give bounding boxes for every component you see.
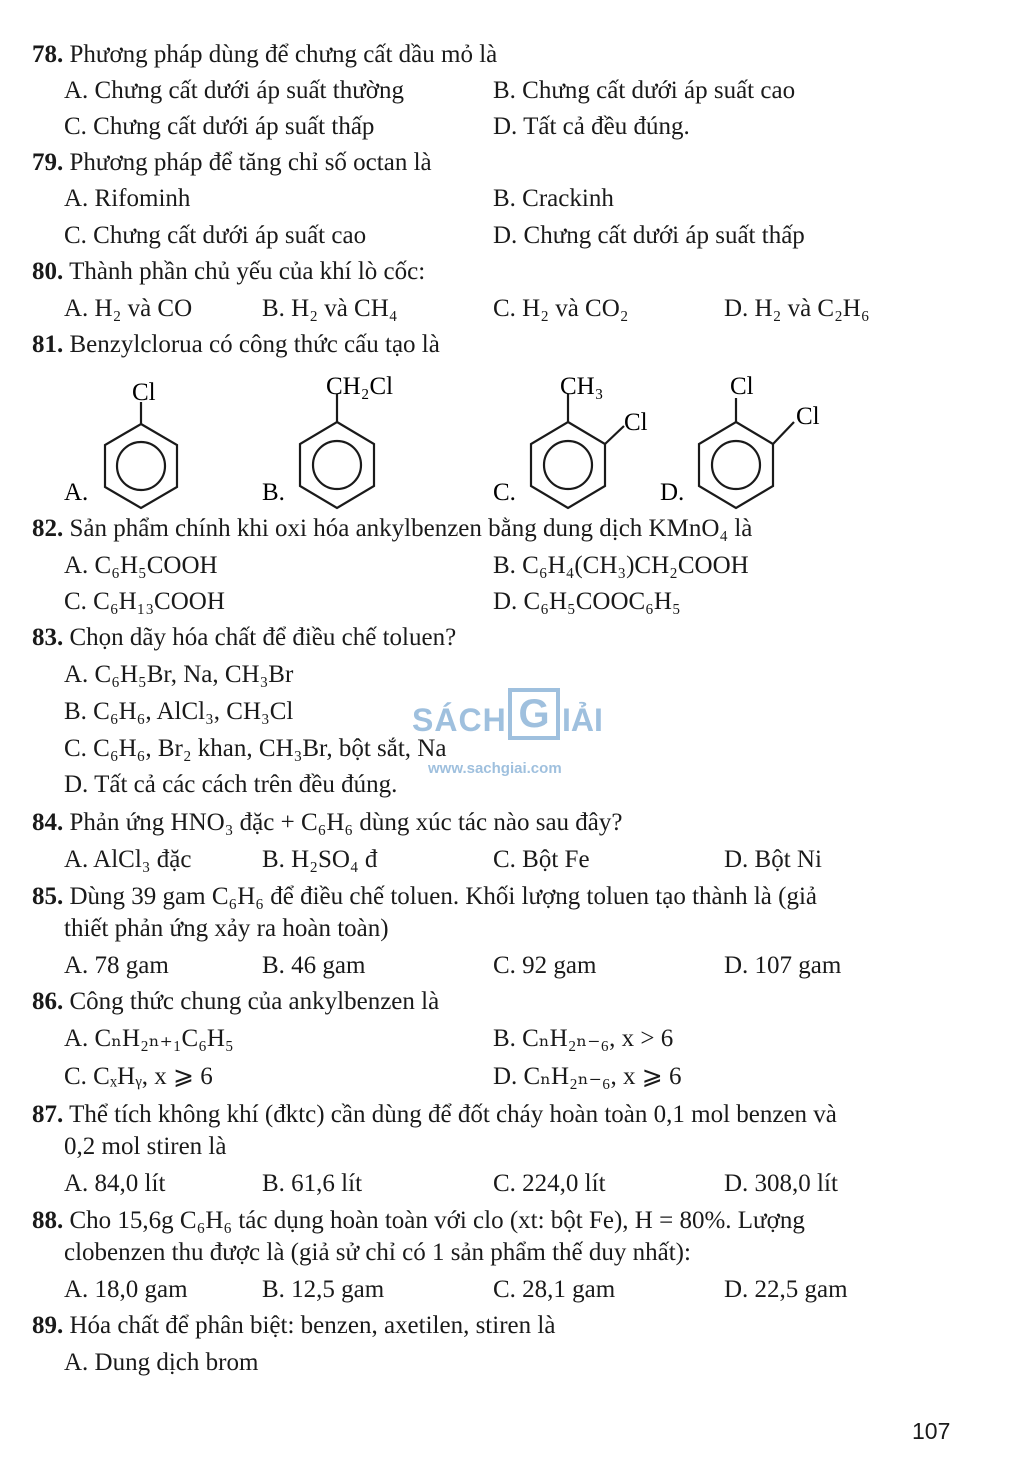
q84-option-c: C. Bột Fe [493,846,590,873]
watermark-brand-left: SÁCH [412,702,507,738]
q88-stem [32,1206,805,1236]
q82-stem [32,514,752,544]
watermark-url: www.sachgiai.com [428,760,562,777]
q86-text: Công thức chung của ankylbenzen là [69,988,440,1015]
q83-number: 83. [32,624,64,651]
structure-d-label: D. [660,479,685,506]
structure-b-label: B. [262,479,285,506]
structure-d [660,373,820,508]
q78-number: 78. [32,41,64,68]
q79-text: Phương pháp để tăng chỉ số octan là [69,149,432,176]
q81-text: Benzylclorua có công thức cấu tạo là [69,331,440,358]
q88-option-d: D. 22,5 gam [724,1276,848,1303]
q86-option-d: D. CₙH₂ₙ₋₆, x ⩾ 6 [493,1063,682,1090]
q84-number: 84. [32,809,64,836]
q80-option-b: B. H₂ và CH₄ [262,295,398,322]
q84-option-b: B. H₂SO₄ đ [262,846,378,873]
q80-option-c: C. H₂ và CO₂ [493,295,629,322]
q89-number: 89. [32,1312,64,1339]
q86-option-a: A. CₙH₂ₙ₊₁C₆H₅ [64,1025,234,1052]
q88-option-a: A. 18,0 gam [64,1276,188,1303]
q84-stem [32,808,622,838]
q82-number: 82. [32,515,64,542]
q78-stem [32,40,497,70]
page-number: 107 [912,1418,951,1444]
q89-option-a: A. Dung dịch brom [64,1349,259,1376]
q80-option-d: D. H₂ và C₂H₆ [724,295,870,322]
q78-text: Phương pháp dùng để chưng cất dầu mỏ là [69,41,498,68]
structure-b-substituent: CH₂Cl [326,373,394,400]
q86-number: 86. [32,988,64,1015]
q86-option-b: B. CₙH₂ₙ₋₆, x > 6 [493,1025,674,1052]
q81-stem [32,330,440,360]
structure-b [262,373,393,508]
q80-text: Thành phần chủ yếu của khí lò cốc: [69,258,426,285]
structure-a-label: A. [64,479,89,506]
q78-option-a: A. Chưng cất dưới áp suất thường [64,77,404,104]
q78-option-c: C. Chưng cất dưới áp suất thấp [64,113,375,140]
q88-text: Cho 15,6g C₆H₆ tác dụng hoàn toàn với clo (xt: bột Fe), H = 80%. Lượng [69,1207,805,1234]
structure-c-substituent-side: Cl [624,409,648,436]
q82-option-c: C. C₆H₁₃COOH [64,588,225,615]
structure-a [64,379,177,508]
structure-c [493,373,648,508]
q83-text: Chọn dãy hóa chất để điều chế toluen? [69,624,457,651]
q80-option-a: A. H₂ và CO [64,295,193,322]
structure-d-substituent-side: Cl [796,403,820,430]
q85-option-d: D. 107 gam [724,952,842,979]
q79-option-d: D. Chưng cất dưới áp suất thấp [493,222,805,249]
q88-number: 88. [32,1207,64,1234]
structure-d-substituent-top: Cl [730,373,754,400]
q85-option-a: A. 78 gam [64,952,169,979]
q87-option-a: A. 84,0 lít [64,1170,166,1197]
watermark-logo-icon: G [508,688,560,740]
q87-option-c: C. 224,0 lít [493,1170,606,1197]
q87-option-b: B. 61,6 lít [262,1170,363,1197]
q85-stem [32,882,817,912]
q82-option-a: A. C₆H₅COOH [64,552,218,579]
q80-number: 80. [32,258,64,285]
watermark-brand-right: IẢI [562,702,603,738]
q81-number: 81. [32,331,64,358]
q84-option-d: D. Bột Ni [724,846,822,873]
structure-c-label: C. [493,479,516,506]
q82-option-d: D. C₆H₅COOC₆H₅ [493,588,681,615]
q85-option-b: B. 46 gam [262,952,366,979]
q88-option-c: C. 28,1 gam [493,1276,616,1303]
q83-option-b: B. C₆H₆, AlCl₃, CH₃Cl [64,698,294,725]
q87-text: Thể tích không khí (đktc) cần dùng để đốt cháy hoàn toàn 0,1 mol benzen và [69,1101,837,1128]
q79-option-a: A. Rifominh [64,185,191,212]
q79-option-c: C. Chưng cất dưới áp suất cao [64,222,367,249]
q82-text: Sản phẩm chính khi oxi hóa ankylbenzen bằng dung dịch KMnO₄ là [69,515,753,542]
q89-stem [32,1311,555,1341]
q83-option-a: A. C₆H₅Br, Na, CH₃Br [64,661,294,688]
q80-stem [32,257,425,287]
q87-stem [32,1100,837,1130]
q79-stem [32,148,432,178]
q88-stem-continued: clobenzen thu được là (giả sử chỉ có 1 sản phẩm thế duy nhất): [64,1239,691,1266]
structure-c-substituent-top: CH₃ [560,373,604,400]
q83-option-d: D. Tất cả các cách trên đều đúng. [64,771,398,798]
q87-number: 87. [32,1101,64,1128]
q84-option-a: A. AlCl₃ đặc [64,846,192,873]
q85-option-c: C. 92 gam [493,952,597,979]
q87-stem-continued: 0,2 mol stiren là [64,1133,227,1160]
q83-option-c: C. C₆H₆, Br₂ khan, CH₃Br, bột sắt, Na [64,735,447,762]
q89-text: Hóa chất để phân biệt: benzen, axetilen, stiren là [69,1312,556,1339]
structure-a-substituent: Cl [132,379,156,406]
q78-option-b: B. Chưng cất dưới áp suất cao [493,77,796,104]
q88-option-b: B. 12,5 gam [262,1276,385,1303]
q83-stem [32,623,456,653]
q85-text: Dùng 39 gam C₆H₆ để điều chế toluen. Khối lượng toluen tạo thành là (giả [69,883,818,910]
q85-number: 85. [32,883,64,910]
q86-stem [32,987,439,1017]
q79-number: 79. [32,149,64,176]
q79-option-b: B. Crackinh [493,185,614,212]
q82-option-b: B. C₆H₄(CH₃)CH₂COOH [493,552,749,579]
q84-text: Phản ứng HNO₃ đặc + C₆H₆ dùng xúc tác nào sau đây? [69,809,623,836]
q81-structures [0,360,1024,510]
watermark [412,688,612,778]
q78-option-d: D. Tất cả đều đúng. [493,113,690,140]
q85-stem-continued: thiết phản ứng xảy ra hoàn toàn) [64,915,389,942]
q86-option-c: C. CₓHᵧ, x ⩾ 6 [64,1063,213,1090]
q87-option-d: D. 308,0 lít [724,1170,838,1197]
